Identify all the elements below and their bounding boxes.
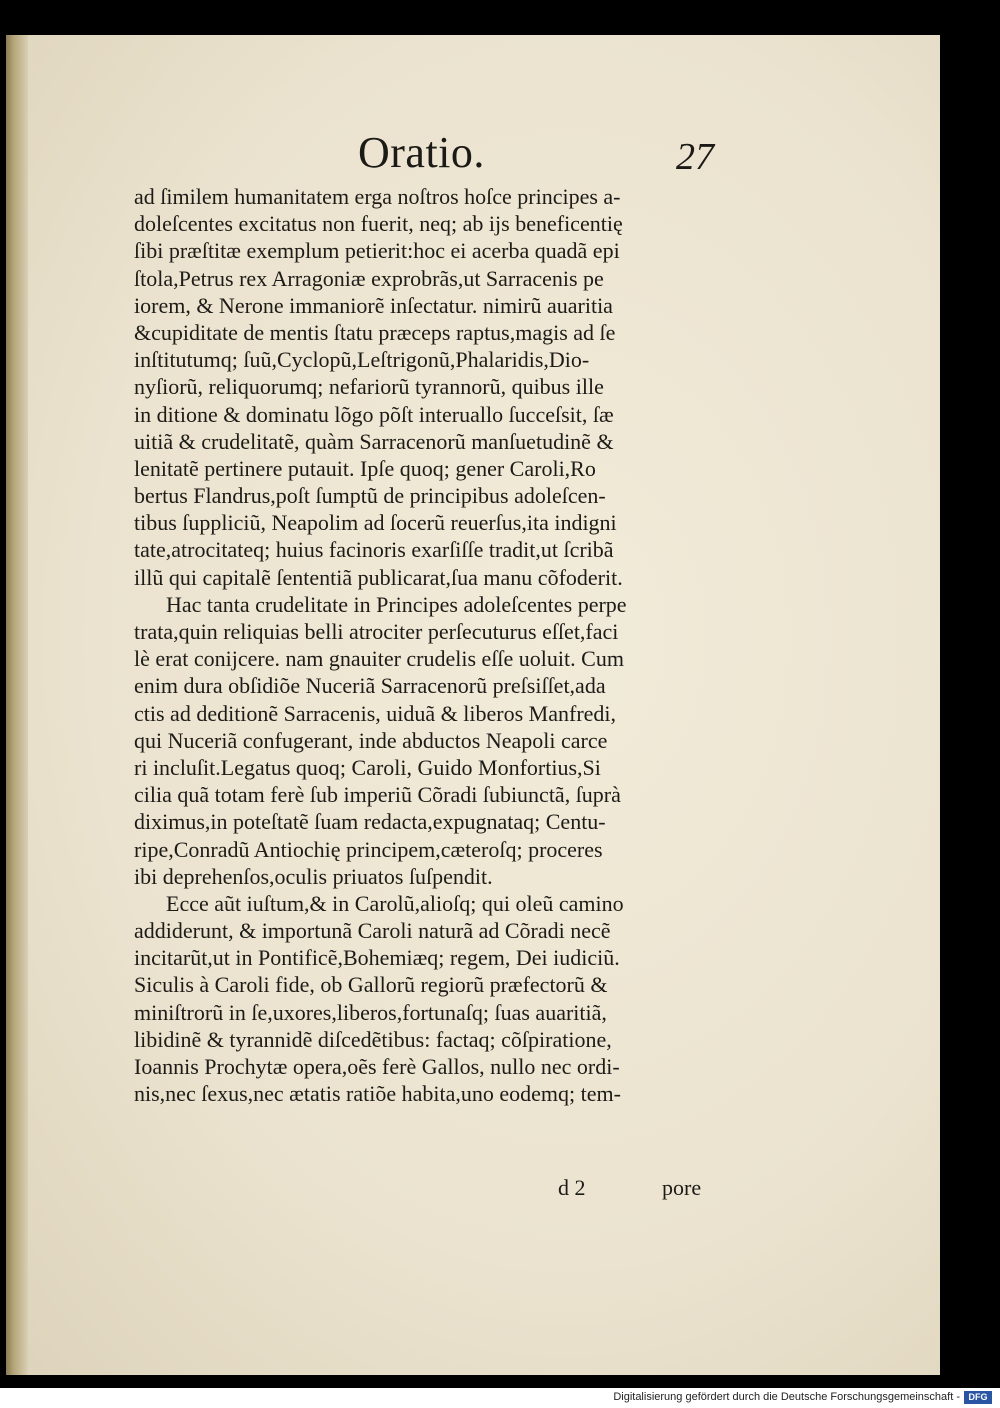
signature-mark: d 2	[558, 1175, 586, 1200]
text-line: Ecce aũt iuſtum,& in Carolũ,alioſq; qui oleũ camino	[166, 890, 624, 916]
text-line: incitarũt,ut in Pontificẽ,Bohemiæq; regem, Dei iudiciũ.	[134, 945, 620, 971]
text-line: lenitatẽ pertinere putauit. Ipſe quoq; gener Caroli,Ro	[134, 455, 596, 481]
dfg-logo[interactable]: DFG	[964, 1391, 992, 1404]
text-line: trata,quin reliquias belli atrociter perſecuturus eſſet,faci	[134, 619, 619, 644]
text-line: ad ſimilem humanitatem erga noſtros hoſce principes a-	[134, 184, 621, 209]
text-line: Ioannis Prochytæ opera,oẽs ferè Gallos, nullo nec ordi-	[134, 1054, 620, 1079]
text-line: illũ qui capitalẽ ſententiã publicarat,ſua manu cõfoderit.	[134, 564, 623, 590]
text-line: bertus Flandrus,poſt ſumptũ de principibus adoleſcen-	[134, 483, 606, 509]
catchword: pore	[662, 1175, 702, 1200]
text-line: lè erat conijcere. nam gnauiter crudelis eſſe uoluit. Cum	[134, 646, 624, 672]
page-number: 27	[676, 136, 714, 178]
text-line: inſtitutumq; ſuũ,Cyclopũ,Leſtrigonũ,Phalaridis,Dio-	[134, 347, 590, 373]
text-line: enim dura obſidiõe Nuceriã Sarracenorũ preſsiſſet,ada	[134, 673, 606, 699]
text-line: qui Nuceriã confugerant, inde abductos Neapoli carce	[134, 727, 608, 753]
text-line: ibi deprehenſos,oculis priuatos ſuſpendit.	[134, 863, 493, 889]
text-line: ſibi præſtitæ exemplum petierit:hoc ei acerba quadã epi	[134, 238, 620, 264]
text-line: ri incluſit.Legatus quoq; Caroli, Guido Monfortius,Si	[134, 754, 601, 780]
text-line: nis,nec ſexus,nec ætatis ratiõe habita,uno eodemq; tem-	[134, 1081, 621, 1107]
text-line: &cupiditate de mentis ſtatu præceps raptus,magis ad ſe	[134, 319, 616, 345]
text-line: cilia quã totam ferè ſub imperiũ Cõradi ſubiunctã, ſuprà	[134, 782, 621, 808]
footer-credit: Digitalisierung gefördert durch die Deutsche Forschungsgemeinschaft -	[613, 1391, 960, 1403]
text-line: tate,atrocitateq; huius facinoris exarſiſſe tradit,ut ſcribã	[134, 537, 614, 563]
book-page	[6, 35, 940, 1375]
binding-edge	[6, 35, 28, 1375]
text-line: ripe,Conradũ Antiochię principem,cæteroſq; proceres	[134, 836, 603, 862]
text-line: diximus,in poteſtatẽ ſuam redacta,expugnataq; Centu-	[134, 809, 606, 835]
text-line: doleſcentes excitatus non fuerit, neq; ab ijs beneficentię	[134, 211, 623, 237]
text-line: miniſtrorũ in ſe,uxores,liberos,fortunaſq; ſuas auaritiã,	[134, 999, 607, 1025]
text-line: ſtola,Petrus rex Arragoniæ exprobrãs,ut Sarracenis pe	[134, 265, 604, 291]
text-line: iorem, & Nerone immaniorẽ inſectatur. nimirũ auaritia	[134, 292, 613, 318]
page-foot	[6, 1175, 940, 1205]
running-head: Oratio.	[358, 128, 485, 177]
text-line: Siculis à Caroli fide, ob Gallorũ regiorũ præfectorũ &	[134, 972, 608, 998]
text-line: in ditione & dominatu lõgo põſt interuallo ſucceſsit, ſæ	[134, 401, 614, 427]
text-line: libidinẽ & tyrannidẽ diſcedẽtibus: factaq; cõſpiratione,	[134, 1026, 612, 1052]
text-line: nyſiorũ, reliquorumq; nefariorũ tyrannorũ, quibus ille	[134, 374, 604, 400]
footer-bar	[0, 1388, 1000, 1408]
text-line: ctis ad deditionẽ Sarracenis, uiduã & liberos Manfredi,	[134, 700, 617, 726]
text-line: Hac tanta crudelitate in Principes adoleſcentes perpe	[166, 591, 627, 617]
body-text	[134, 183, 734, 1107]
text-line: addiderunt, & importunã Caroli naturã ad Cõradi necẽ	[134, 918, 611, 944]
text-line: uitiã & crudelitatẽ, quàm Sarracenorũ manſuetudinẽ &	[134, 428, 614, 454]
text-line: tibus ſuppliciũ, Neapolim ad ſocerũ reuerſus,ita indigni	[134, 510, 617, 536]
